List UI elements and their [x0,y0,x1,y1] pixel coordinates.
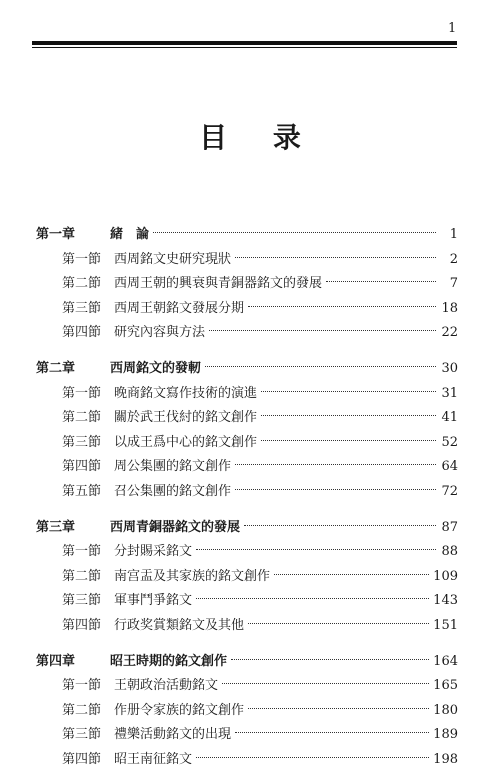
section-page-number: 143 [433,593,458,609]
section-title: 禮樂活動銘文的出現 [114,727,232,743]
section-number: 第四節 [62,459,102,475]
section-page-number: 52 [441,434,458,450]
section-page-number: 18 [441,300,458,316]
section-entry[interactable] [36,455,458,480]
leader-dots [196,549,436,550]
leader-dots [231,659,429,660]
chapter-number: 第四章 [36,653,76,669]
page-title: 目 录 [199,121,319,154]
leader-dots [235,464,436,465]
section-number: 第三節 [62,434,102,450]
section-entry[interactable] [36,406,458,431]
section-title: 關於武王伐紂的銘文創作 [114,410,258,426]
section-entry[interactable] [36,699,458,724]
chapter-entry[interactable] [36,223,458,248]
section-entry[interactable] [36,565,458,590]
chapter-entry[interactable] [36,650,458,675]
leader-dots [248,708,429,709]
leader-dots [235,489,436,490]
section-page-number: 180 [433,702,458,718]
section-title: 昭王南征銘文 [114,751,193,767]
section-number: 第二節 [62,410,102,426]
section-title: 南宫盂及其家族的銘文創作 [114,568,271,584]
section-title: 作册令家族的銘文創作 [114,702,245,718]
leader-dots [196,598,429,599]
leader-dots [222,683,429,684]
section-number: 第三節 [62,593,102,609]
section-entry[interactable] [36,540,458,565]
header-rule-thick [32,41,457,45]
section-number: 第四節 [62,617,102,633]
section-page-number: 109 [433,568,458,584]
section-number: 第二節 [62,568,102,584]
section-page-number: 2 [449,251,458,267]
chapter-page-number: 87 [441,519,458,535]
section-page-number: 31 [441,385,458,401]
section-entry[interactable] [36,431,458,456]
section-title: 西周銘文史研究現狀 [114,251,232,267]
leader-dots [153,232,436,233]
header-rule-thin [32,47,457,48]
section-page-number: 41 [441,410,458,426]
leader-dots [326,281,436,282]
leader-dots [261,440,436,441]
leader-dots [205,366,436,367]
chapter-block [36,650,458,773]
section-number: 第一節 [62,385,102,401]
section-title: 以成王爲中心的銘文創作 [114,434,258,450]
chapter-page-number: 30 [441,360,458,376]
leader-dots [235,257,436,258]
section-entry[interactable] [36,480,458,505]
section-entry[interactable] [36,272,458,297]
chapter-title: 昭王時期的銘文創作 [110,653,228,669]
section-title: 分封賜采銘文 [114,544,193,560]
section-entry[interactable] [36,674,458,699]
section-entry[interactable] [36,248,458,273]
section-number: 第四節 [62,325,102,341]
section-number: 第四節 [62,751,102,767]
chapter-title: 西周銘文的發軔 [110,360,202,376]
page-number: 1 [448,21,457,36]
leader-dots [261,391,436,392]
section-number: 第三節 [62,727,102,743]
section-number: 第五節 [62,483,102,499]
chapter-title: 緒 論 [110,227,150,242]
section-page-number: 88 [441,544,458,560]
section-title: 軍事鬥爭銘文 [114,593,193,609]
section-title: 晚商銘文寫作技術的演進 [114,385,258,401]
section-title: 行政奖賞類銘文及其他 [114,617,245,633]
section-page-number: 189 [433,727,458,743]
leader-dots [235,732,429,733]
section-entry[interactable] [36,589,458,614]
section-number: 第一節 [62,544,102,560]
section-title: 研究內容與方法 [114,325,206,341]
chapter-block [36,357,458,505]
section-entry[interactable] [36,382,458,407]
chapter-number: 第一章 [36,227,76,242]
table-of-contents [36,223,458,783]
section-page-number: 198 [433,751,458,767]
leader-dots [274,574,429,575]
section-page-number: 165 [433,678,458,694]
section-number: 第一節 [62,251,102,267]
section-page-number: 64 [441,459,458,475]
section-number: 第二節 [62,276,102,292]
leader-dots [248,306,436,307]
section-title: 西周王朝銘文發展分期 [114,300,245,316]
leader-dots [196,757,429,758]
section-title: 西周王朝的興衰與青銅器銘文的發展 [114,276,323,292]
section-title: 周公集團的銘文創作 [114,459,232,475]
chapter-page-number: 164 [433,653,458,669]
section-page-number: 22 [441,325,458,341]
chapter-entry[interactable] [36,516,458,541]
section-page-number: 72 [441,483,458,499]
section-title: 召公集團的銘文創作 [114,483,232,499]
chapter-number: 第二章 [36,360,76,376]
leader-dots [248,623,429,624]
section-entry[interactable] [36,297,458,322]
section-number: 第一節 [62,678,102,694]
chapter-number: 第三章 [36,519,76,535]
section-entry[interactable] [36,748,458,773]
section-entry[interactable] [36,321,458,346]
chapter-title: 西周青銅器銘文的發展 [110,519,241,535]
chapter-block [36,516,458,639]
section-number: 第三節 [62,300,102,316]
chapter-page-number: 1 [449,227,458,242]
section-page-number: 7 [449,276,458,292]
chapter-entry[interactable] [36,357,458,382]
section-title: 王朝政治活動銘文 [114,678,219,694]
section-entry[interactable] [36,723,458,748]
chapter-block [36,223,458,346]
leader-dots [261,415,436,416]
section-number: 第二節 [62,702,102,718]
section-page-number: 151 [433,617,458,633]
leader-dots [209,330,436,331]
section-entry[interactable] [36,614,458,639]
leader-dots [244,525,436,526]
